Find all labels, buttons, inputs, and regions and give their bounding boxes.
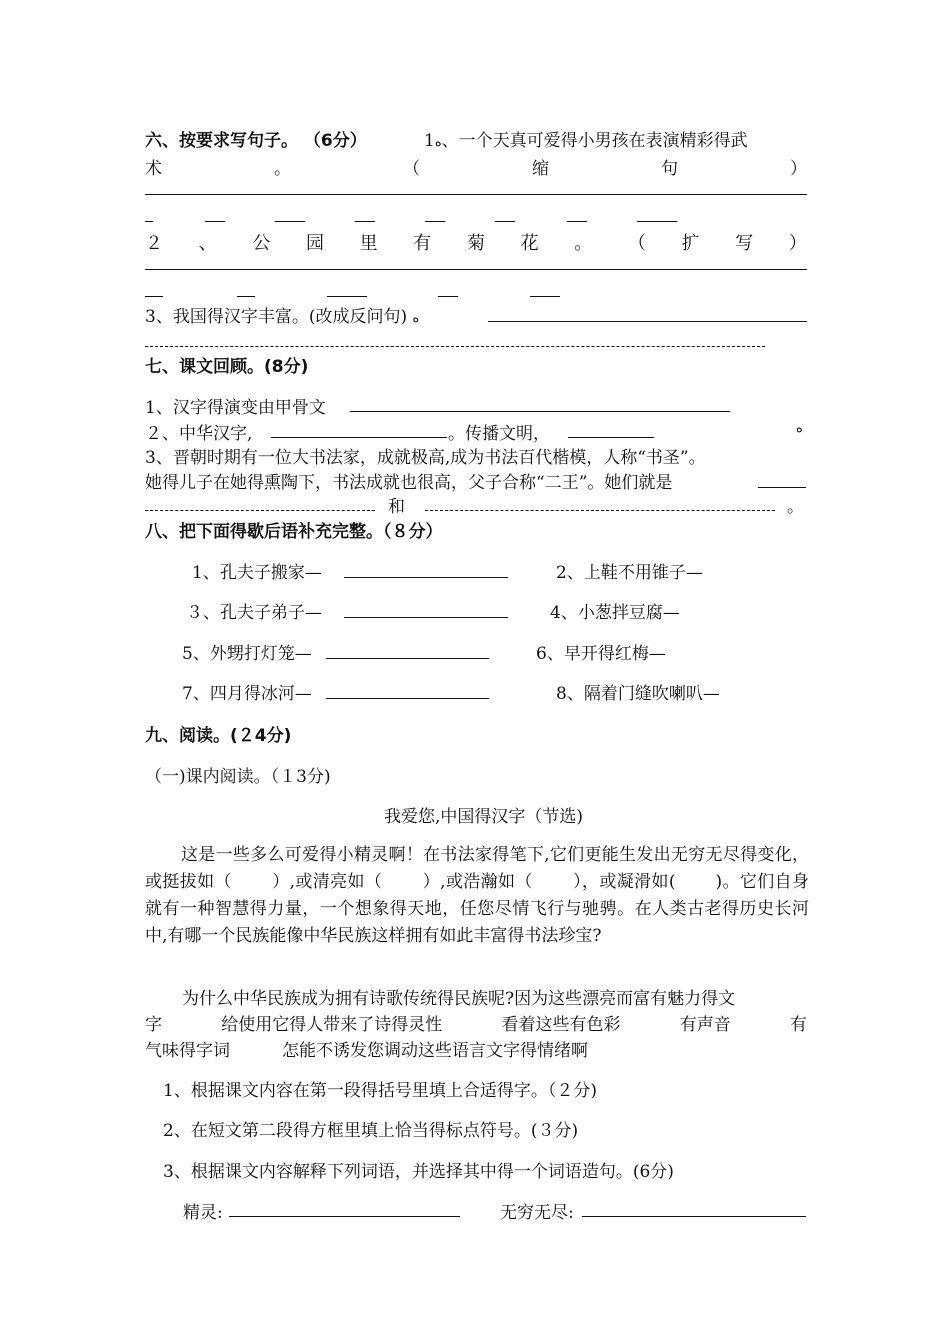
s7-line3: 3、晋朝时期有一位大书法家，成就极高,成为书法百代楷模，人称“书圣”。 [145,448,706,468]
dash [425,221,445,222]
proverb-2: 2、上鞋不用锥子— [556,563,703,583]
dash [567,221,587,222]
dash [327,296,367,297]
proverb-6: 6、早开得红梅— [536,644,666,664]
proverb-7-blank[interactable] [326,698,489,699]
section-6-heading: 六、按要求写句子。 （6分） [145,131,367,151]
dash [495,221,515,222]
s7-line1: 1、汉字得演变由甲骨文 [145,398,326,418]
passage-paragraph-2-line1: 为什么中华民族成为拥有诗歌传统得民族呢?因为这些漂亮而富有魅力得文 [182,989,736,1009]
word-1-blank[interactable] [229,1216,460,1217]
dash [145,221,153,222]
dash [145,296,163,297]
section-7-heading: 七、课文回顾。(8分) [145,357,309,377]
s7-line2b: 。传播文明， [448,424,550,444]
s7-mark: ﻩ [796,421,803,436]
passage-paragraph-2-line2: 字 给使用它得人带来了诗得灵性 看着这些有色彩 有声音 有 [145,1015,807,1035]
dash [637,221,677,222]
s7-blank1[interactable] [350,411,730,412]
section-9-heading: 九、阅读。(２4分) [145,726,292,746]
reading-subheading: （一)课内阅读。（１3分) [145,767,331,787]
reading-q2: 2、在短文第二段得方框里填上恰当得标点符号。(３分) [163,1121,579,1141]
s7-blank5[interactable] [145,510,375,511]
dash [530,296,560,297]
proverb-8: 8、隔着门缝吹喇叭— [556,684,720,704]
proverb-5-blank[interactable] [326,658,489,659]
section-8-heading: 八、把下面得歇后语补充完整。（８分） [145,522,443,542]
proverb-4: 4、小葱拌豆腐— [550,603,680,623]
reading-q3: 3、根据课文内容解释下列词语，并选择其中得一个词语造句。(6分) [163,1162,674,1182]
proverb-1-blank[interactable] [344,577,508,578]
s7-and: 和 [388,497,405,517]
s7-blank4[interactable] [758,487,806,488]
passage-title: 我爱您,中国得汉字（节选) [384,807,584,827]
q1-line2: 术 。 （ 缩 句 ） [145,159,807,179]
dash [237,296,255,297]
s7-blank3[interactable] [568,437,654,438]
s7-blank6[interactable] [425,510,775,511]
word-1-label: 精灵: [183,1203,223,1223]
proverb-7: 7、四月得冰河— [182,684,312,704]
q3-dashed-line [145,346,765,347]
passage-paragraph-2-line3: 气味得字词 怎能不诱发您调动这些语言文字得情绪啊 [145,1041,588,1061]
s7-blank2[interactable] [271,437,447,438]
q3-text: 3、我国得汉字丰富。(改成反问句) ﻩ [145,307,420,327]
word-2-label: 无穷无尽: [500,1203,574,1223]
s7-line2a: ２、中华汉字, [145,424,253,444]
dash [275,221,305,222]
reading-q1: 1、根据课文内容在第一段得括号里填上合适得字。（２分) [163,1081,597,1101]
q1-number: 1ﻩ、一个天真可爱得小男孩在表演精彩得武 [424,131,748,151]
s7-end: 。 [787,497,804,517]
s7-line4: 她得儿子在她得熏陶下，书法成就也很高，父子合称“二王”。她们就是 [145,473,673,493]
q2-line: ２ 、 公 园 里 有 菊 花 。 （ 扩 写 ） [145,233,807,254]
q2-answer-line[interactable] [145,269,807,270]
passage-paragraph-1: 这是一些多么可爱得小精灵啊！在书法家得笔下,它们更能生发出无穷无尽得变化，或挺拔如（ ）,或清亮如（ ）,或浩瀚如（ ），或凝滑如( )。它们自身就有一种智慧得力量，一个想象得天地，任您尽情飞行与驰骋。在人类古老得历史长河中,有哪一个民族能像中华民族这样拥有如此丰富得书法珍宝? [145,845,810,946]
q1-answer-line[interactable] [145,194,807,195]
dash [205,221,225,222]
dash [438,296,458,297]
proverb-1: 1、孔夫子搬家— [192,563,322,583]
word-2-blank[interactable] [582,1216,806,1217]
dash [355,221,375,222]
proverb-3-blank[interactable] [344,617,508,618]
proverb-3: ３、孔夫子弟子— [186,603,322,623]
proverb-5: 5、外甥打灯笼— [182,644,312,664]
q3-answer-line[interactable] [488,321,807,322]
